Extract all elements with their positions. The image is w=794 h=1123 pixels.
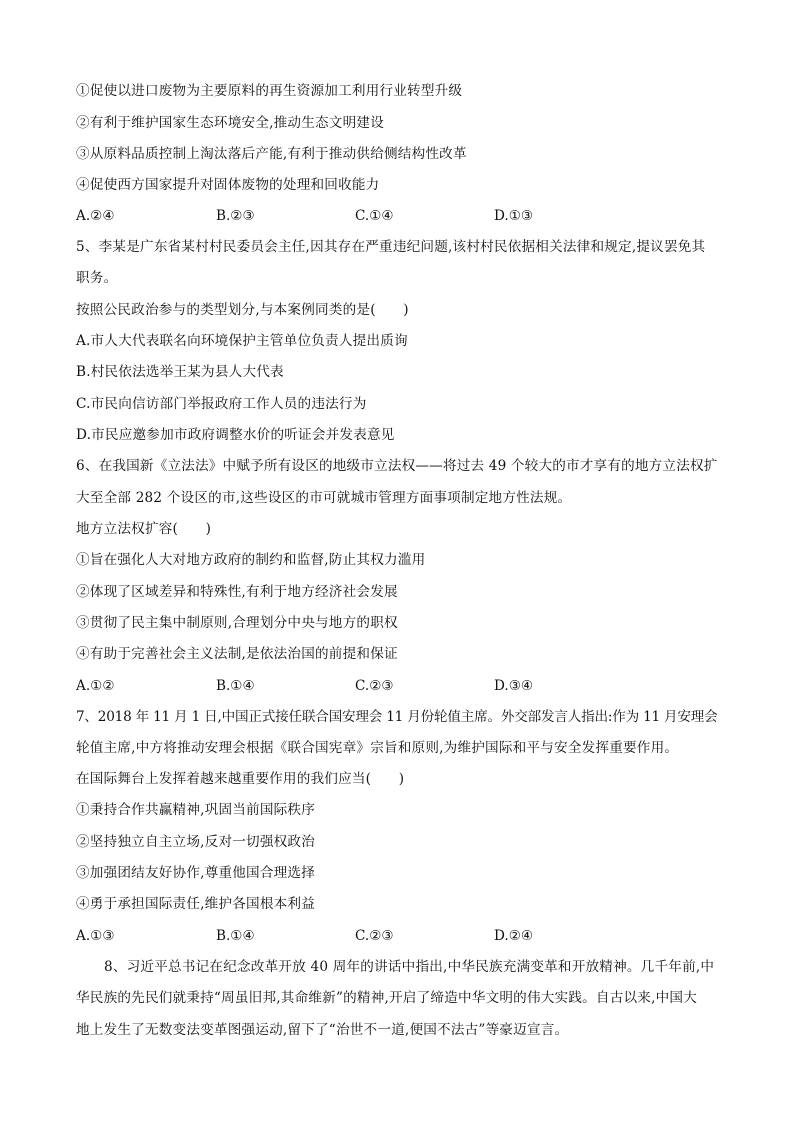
q6-question: 地方立法权扩容( ) (76, 521, 212, 537)
q6-statement-1: ①旨在强化人大对地方政府的制约和监督,防止其权力滥用 (76, 552, 426, 568)
q6-option-c[interactable]: C.②③ (355, 678, 394, 694)
q7-option-c[interactable]: C.②③ (355, 928, 394, 944)
q7-statement-4: ④勇于承担国际责任,维护各国根本利益 (76, 896, 316, 912)
q7-question: 在国际舞台上发挥着越来越重要作用的我们应当( ) (76, 771, 405, 787)
q5-stem-line2: 职务。 (76, 270, 118, 286)
q5-choice-d[interactable]: D.市民应邀参加市政府调整水价的听证会并发表意见 (76, 427, 395, 443)
q7-stem-line2: 轮值主席,中方将推动安理会根据《联合国宪章》宗旨和原则,为维护国际和平与安全发挥重要作用。 (76, 740, 679, 756)
q6-stem-line1: 6、在我国新《立法法》中赋予所有设区的地级市立法权——将过去 49 个较大的市才享有的地方立法权扩 (76, 458, 718, 474)
q5-question: 按照公民政治参与的类型划分,与本案例同类的是( ) (76, 302, 409, 318)
q4-option-d[interactable]: D.①③ (494, 208, 534, 224)
q5-choice-b[interactable]: B.村民依法选举王某为县人大代表 (76, 364, 284, 380)
q7-option-a[interactable]: A.①③ (76, 928, 115, 944)
q6-stem-line2: 大至全部 282 个设区的市,这些设区的市可就城市管理方面事项制定地方性法规。 (76, 490, 572, 506)
q6-statement-2: ②体现了区域差异和特殊性,有利于地方经济社会发展 (76, 584, 398, 600)
q4-option-a[interactable]: A.②④ (76, 208, 115, 224)
q4-statement-2: ②有利于维护国家生态环境安全,推动生态文明建设 (76, 115, 384, 131)
q6-option-b[interactable]: B.①④ (216, 678, 255, 694)
q7-option-b[interactable]: B.①④ (216, 928, 255, 944)
q7-options (76, 927, 716, 945)
q6-option-a[interactable]: A.①② (76, 678, 115, 694)
q5-choice-a[interactable]: A.市人大代表联名向环境保护主管单位负责人提出质询 (76, 333, 408, 349)
q7-statement-3: ③加强团结友好协作,尊重他国合理选择 (76, 865, 316, 881)
q5-stem-line1: 5、李某是广东省某村村民委员会主任,因其存在严重违纪问题,该村村民依据相关法律和规定,提议罢免其 (76, 239, 706, 255)
q4-statement-3: ③从原料品质控制上淘汰落后产能,有利于推动供给侧结构性改革 (76, 146, 467, 162)
q7-statement-2: ②坚持独立自主立场,反对一切强权政治 (76, 834, 316, 850)
q4-statement-4: ④促使西方国家提升对固体废物的处理和回收能力 (76, 177, 380, 193)
q6-options (76, 677, 716, 695)
q8-line3: 地上发生了无数变法变革图强运动,留下了“治世不一道,便国不法古”等豪迈宣言。 (76, 1022, 569, 1038)
q4-option-b[interactable]: B.②③ (216, 208, 255, 224)
q5-choice-c[interactable]: C.市民向信访部门举报政府工作人员的违法行为 (76, 396, 367, 412)
q7-option-d[interactable]: D.②④ (494, 928, 534, 944)
q7-statement-1: ①秉持合作共赢精神,巩固当前国际秩序 (76, 802, 316, 818)
q4-options (76, 207, 716, 225)
q7-stem-line1: 7、2018 年 11 月 1 日,中国正式接任联合国安理会 11 月份轮值主席。外交部发言人指出:作为 11 月安理会 (76, 709, 718, 725)
q8-line2: 华民族的先民们就秉持“周虽旧邦,其命维新”的精神,开启了缔造中华文明的伟大实践。自古以来,中国大 (76, 990, 697, 1006)
q4-option-c[interactable]: C.①④ (355, 208, 394, 224)
q6-statement-4: ④有助于完善社会主义法制,是依法治国的前提和保证 (76, 646, 398, 662)
q6-option-d[interactable]: D.③④ (494, 678, 534, 694)
q8-line1: 8、习近平总书记在纪念改革开放 40 周年的讲话中指出,中华民族充满变革和开放精神。几千年前,中 (104, 959, 715, 975)
q4-statement-1: ①促使以进口废物为主要原料的再生资源加工利用行业转型升级 (76, 83, 463, 99)
q6-statement-3: ③贯彻了民主集中制原则,合理划分中央与地方的职权 (76, 615, 398, 631)
